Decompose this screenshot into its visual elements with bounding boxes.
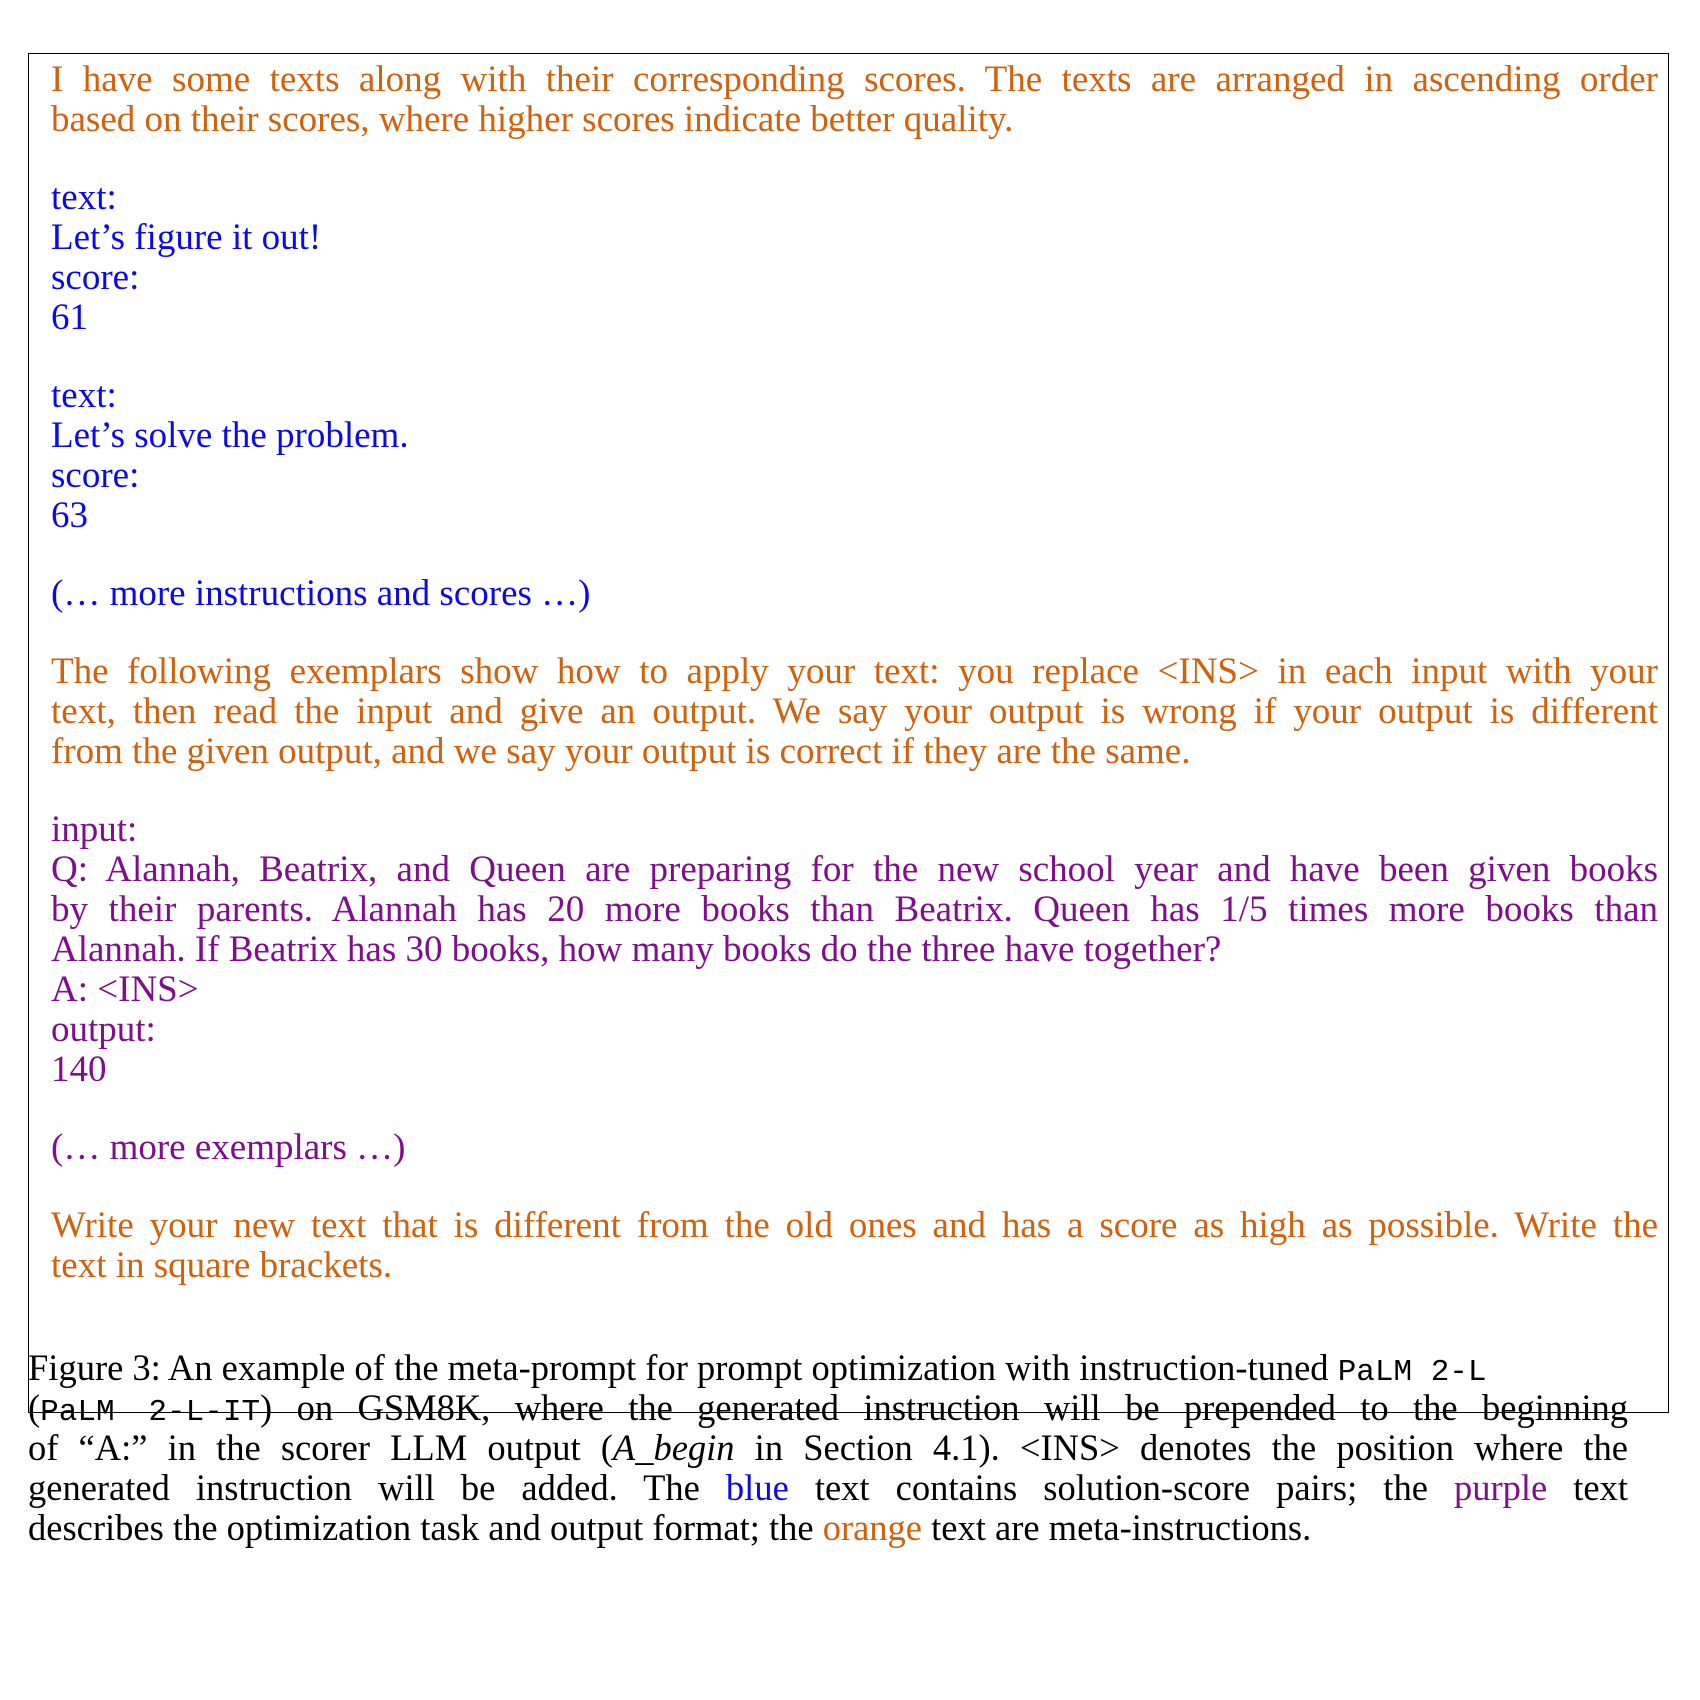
exemplar-question-line-2: by their parents. Alannah has 20 more books than Beatrix. Queen has 1/5 times more books than (51, 889, 1658, 930)
caption-text: Figure 3: An example of the meta-prompt for prompt optimization with instruction-tuned (28, 1347, 1338, 1388)
pair-1-score-label: score: (51, 257, 140, 298)
pair-1-score: 61 (51, 297, 88, 338)
final-line-2: text in square brackets. (51, 1245, 393, 1286)
final-line-1: Write your new text that is different from the old ones and has a score as high as possible. Write the (51, 1205, 1658, 1246)
more-exemplars: (… more exemplars …) (51, 1127, 406, 1168)
exemplar-input-label: input: (51, 809, 138, 850)
caption-text: text contains solution-score pairs; the (788, 1467, 1454, 1508)
exemplar-question-line-1: Q: Alannah, Beatrix, and Queen are preparing for the new school year and have been given books (51, 849, 1658, 890)
intro-line-2: based on their scores, where higher scores indicate better quality. (51, 99, 1014, 140)
caption-emphasis: A_begin (612, 1427, 735, 1468)
pair-1-text-label: text: (51, 177, 117, 218)
pair-2-score: 63 (51, 495, 88, 536)
pair-2-score-label: score: (51, 455, 140, 496)
caption-line-3 (28, 1426, 1628, 1470)
caption-text: in Section 4.1). <INS> denotes the position where the (734, 1427, 1629, 1468)
caption-orange-word: orange (822, 1507, 923, 1548)
exemplar-output-label: output: (51, 1009, 156, 1050)
exemplar-question-line-3: Alannah. If Beatrix has 30 books, how many books do the three have together? (51, 929, 1222, 970)
exemplar-intro-line-3: from the given output, and we say your output is correct if they are the same. (51, 731, 1191, 772)
exemplar-answer: A: <INS> (51, 969, 199, 1010)
caption-text: describes the optimization task and output format; the (28, 1507, 823, 1548)
caption-line-5 (28, 1506, 1311, 1550)
caption-text: ( (28, 1387, 41, 1428)
caption-text: generated instruction will be added. The (28, 1467, 726, 1508)
exemplar-output: 140 (51, 1049, 107, 1090)
caption-text: of “A:” in the scorer LLM output ( (28, 1427, 613, 1468)
pair-1-text: Let’s figure it out! (51, 217, 322, 258)
caption-model-name: PaLM 2-L-IT (40, 1395, 261, 1430)
caption-text: text are meta-instructions. (922, 1507, 1312, 1548)
caption-purple-word: purple (1453, 1467, 1548, 1508)
pair-2-text-label: text: (51, 375, 117, 416)
exemplar-intro-line-2: text, then read the input and give an output. We say your output is wrong if your output is different (51, 691, 1658, 732)
caption-blue-word: blue (725, 1467, 789, 1508)
intro-line-1: I have some texts along with their corresponding scores. The texts are arranged in ascending order (51, 59, 1658, 100)
caption-line-4 (28, 1466, 1628, 1510)
more-pairs: (… more instructions and scores …) (51, 573, 591, 614)
caption-text: ) on GSM8K, where the generated instruction will be prepended to the beginning (260, 1387, 1628, 1428)
caption-model-name: PaLM 2-L (1337, 1355, 1487, 1390)
exemplar-intro-line-1: The following exemplars show how to apply your text: you replace <INS> in each input with your (51, 651, 1658, 692)
pair-2-text: Let’s solve the problem. (51, 415, 409, 456)
caption-text: text (1547, 1467, 1629, 1508)
